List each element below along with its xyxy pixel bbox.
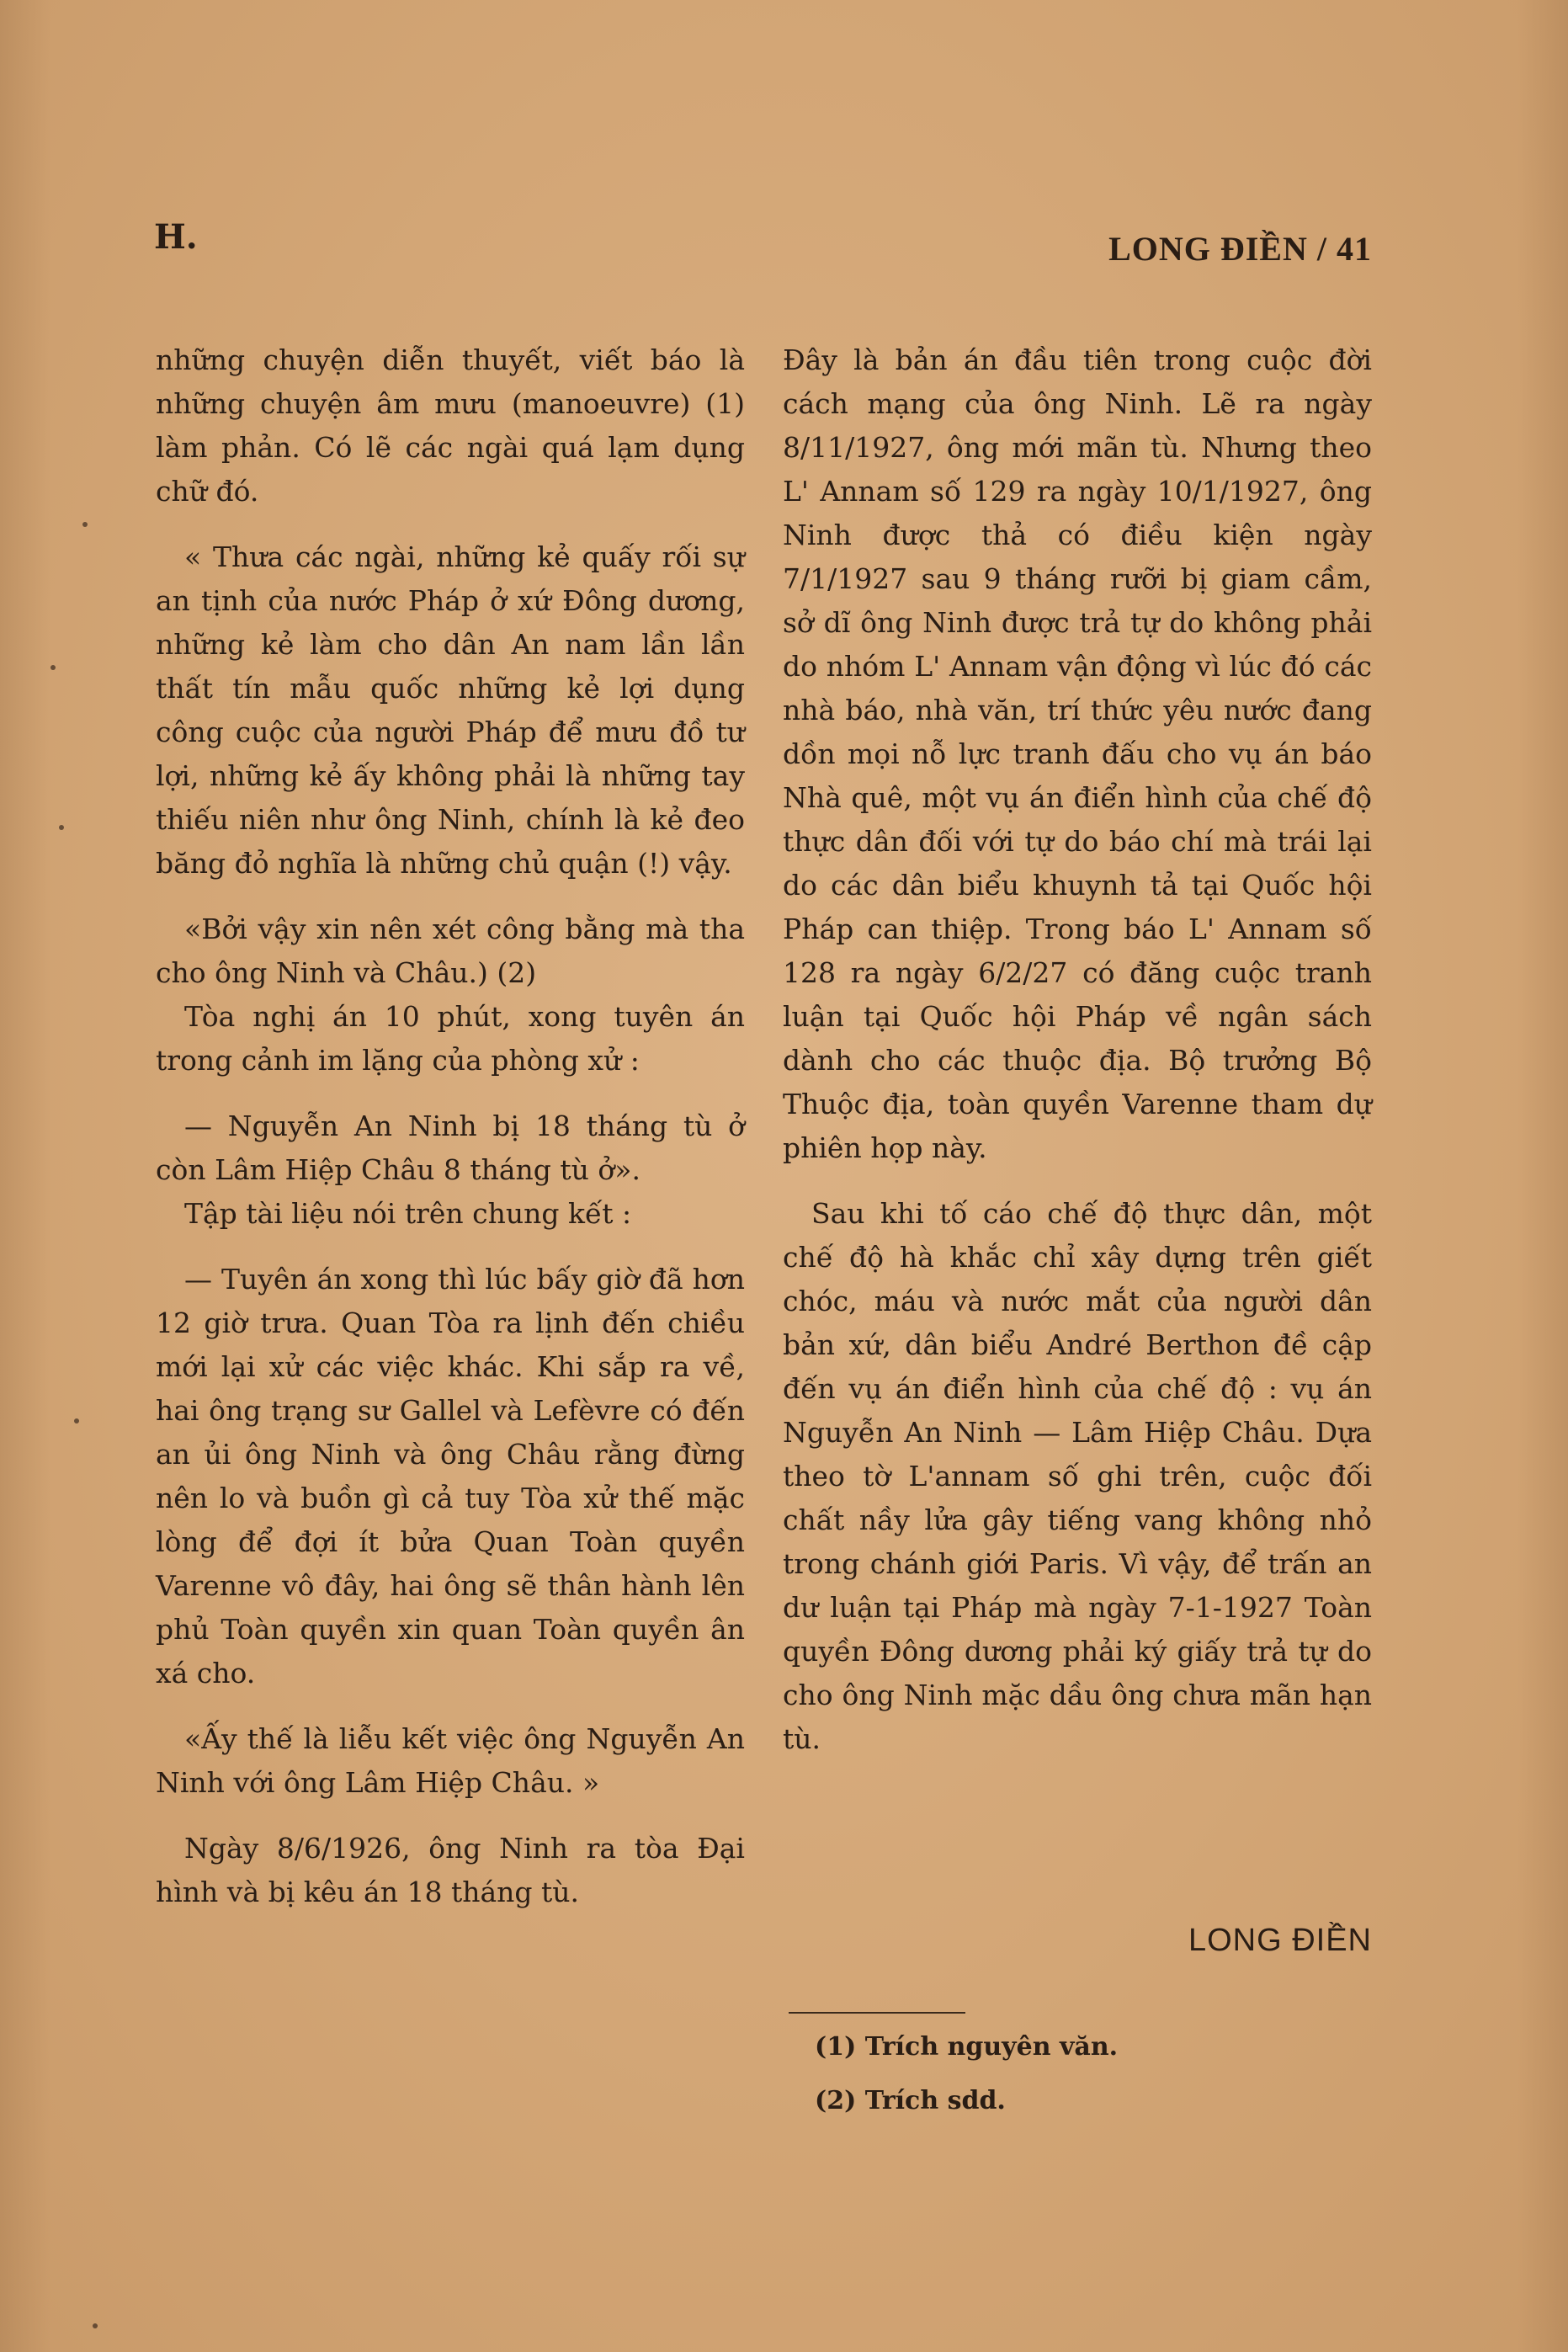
paragraph: Tập tài liệu nói trên chung kết : xyxy=(184,1197,632,1230)
paper-speck xyxy=(59,825,64,830)
paragraph: Ngày 8/6/1926, ông Ninh ra tòa Đại hình và bị kêu án 18 tháng tù. xyxy=(156,1832,745,1908)
paragraph: Đây là bản án đầu tiên trong cuộc đời cách mạng của ông Ninh. Lẽ ra ngày 8/11/1927, ông mới mãn tù. Nhưng theo L' Annam số 129 ra ngày 10/1/1927, ông Ninh được thả có điều kiện ngày 7/1/1927 sau 9 tháng rưỡi bị giam cầm, sở dĩ ông Ninh được trả tự do không phải do nhóm L' Annam vận động vì lúc đó các nhà báo, nhà văn, trí thức yêu nước đang dồn mọi nỗ lực tranh đấu cho vụ án báo Nhà quê, một vụ án điển hình của chế độ thực dân đối với tự do báo chí mà trái lại do các dân biểu khuynh tả tại Quốc hội Pháp can thiệp. Trong báo L' Annam số 128 ra ngày 6/2/27 có đăng cuộc tranh luận tại Quốc hội Pháp về ngân sách dành cho các thuộc địa. Bộ trưởng Bộ Thuộc địa, toàn quyền Varenne tham dự phiên họp này. xyxy=(783,343,1372,1164)
paragraph: « Thưa các ngài, những kẻ quấy rối sự an tịnh của nước Pháp ở xứ Đông dương, những kẻ làm cho dân An nam lần lần thất tín mẫu quốc những kẻ lợi dụng công cuộc của người Pháp để mưu đồ tư lợi, những kẻ ấy không phải là những tay thiếu niên như ông Ninh, chính là kẻ đeo băng đỏ nghĩa là những chủ quận (!) vậy. xyxy=(156,540,745,880)
paper-speck xyxy=(93,2323,98,2328)
footnote: (1) Trích nguyên văn. xyxy=(815,2032,1119,2062)
paragraph: Sau khi tố cáo chế độ thực dân, một chế độ hà khắc chỉ xây dựng trên giết chóc, máu và nước mắt của người dân bản xứ, dân biểu André Berthon đề cập đến vụ án điển hình của chế độ : vụ án Nguyễn An Ninh — Lâm Hiệp Châu. Dựa theo tờ L'annam số ghi trên, cuộc đối chất nầy lửa gây tiếng vang không nhỏ trong chánh giới Paris. Vì vậy, để trấn an dư luận tại Pháp mà ngày 7-1-1927 Toàn quyền Đông dương phải ký giấy trả tự do cho ông Ninh mặc dầu ông chưa mãn hạn tù. xyxy=(783,1197,1372,1755)
right-column xyxy=(783,338,1372,1783)
paragraph: những chuyện diễn thuyết, viết báo là những chuyện âm mưu (manoeuvre) (1) làm phản. Có lẽ các ngài quá lạm dụng chữ đó. xyxy=(156,343,745,508)
paper-speck xyxy=(82,522,88,527)
paragraph: «Bởi vậy xin nên xét công bằng mà tha cho ông Ninh và Châu.) (2) xyxy=(156,913,745,989)
left-column xyxy=(156,338,745,1936)
author-signature: LONG ĐIỀN xyxy=(1188,1923,1372,1958)
corner-mark: H. xyxy=(154,217,198,257)
running-head: LONG ĐIỀN / 41 xyxy=(1108,230,1372,268)
paper-speck xyxy=(74,1418,79,1423)
footnote-divider xyxy=(789,2012,965,2014)
page-edge-shadow-left xyxy=(0,0,50,2352)
paragraph: Tòa nghị án 10 phút, xong tuyên án trong cảnh im lặng của phòng xử : xyxy=(156,1000,745,1077)
footnotes xyxy=(815,2020,1370,2128)
paragraph: — Tuyên án xong thì lúc bấy giờ đã hơn 12 giờ trưa. Quan Tòa ra lịnh đến chiều mới lại xử các việc khác. Khi sắp ra về, hai ông trạng sư Gallel và Lefèvre có đến an ủi ông Ninh và ông Châu rằng đừng nên lo và buồn gì cả tuy Tòa xử thế mặc lòng để đợi ít bửa Quan Toàn quyền Varenne vô đây, hai ông sẽ thân hành lên phủ Toàn quyền xin quan Toàn quyền ân xá cho. xyxy=(156,1263,745,1690)
footnote: (2) Trích sdd. xyxy=(815,2086,1006,2115)
paragraph: — Nguyễn An Ninh bị 18 tháng tù ở còn Lâm Hiệp Châu 8 tháng tù ở». xyxy=(156,1109,745,1186)
paragraph: «Ấy thế là liễu kết việc ông Nguyễn An Ninh với ông Lâm Hiệp Châu. » xyxy=(156,1722,745,1799)
page-edge-shadow-right xyxy=(1518,0,1568,2352)
paper-speck xyxy=(50,665,56,670)
